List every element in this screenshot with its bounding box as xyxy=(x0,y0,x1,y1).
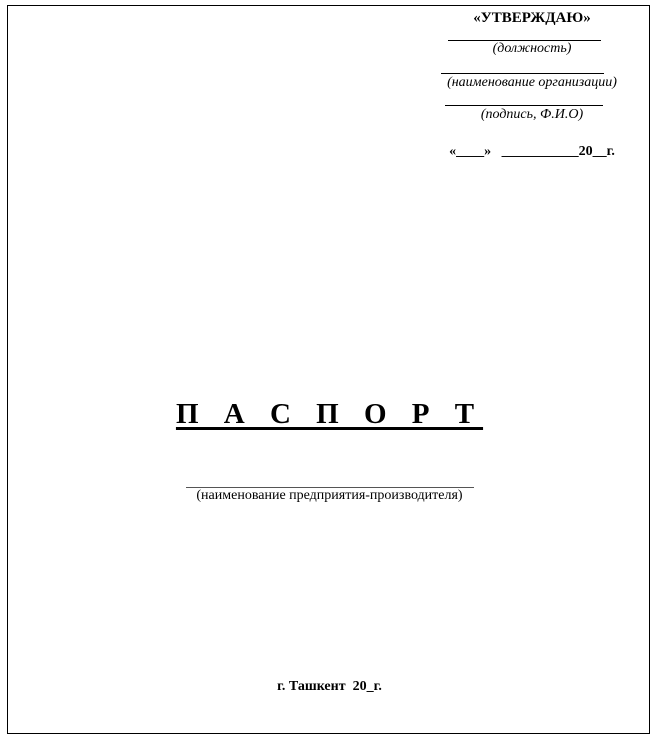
document-title-text: П А С П О Р Т xyxy=(175,398,484,430)
approval-date: «____» ___________20__г. xyxy=(449,144,615,159)
organization-line xyxy=(441,73,604,74)
position-caption: (должность) xyxy=(492,41,572,56)
city-year: г. Ташкент 20_г. xyxy=(277,679,382,694)
organization-caption: (наименование организации) xyxy=(447,75,617,90)
signature-line xyxy=(445,105,603,106)
document-page xyxy=(7,5,650,734)
manufacturer-caption: (наименование предприятия-производителя) xyxy=(196,488,463,503)
document-title xyxy=(8,398,651,431)
signature-caption: (подпись, Ф.И.О) xyxy=(480,107,584,122)
approval-heading: «УТВЕРЖДАЮ» xyxy=(473,10,591,26)
